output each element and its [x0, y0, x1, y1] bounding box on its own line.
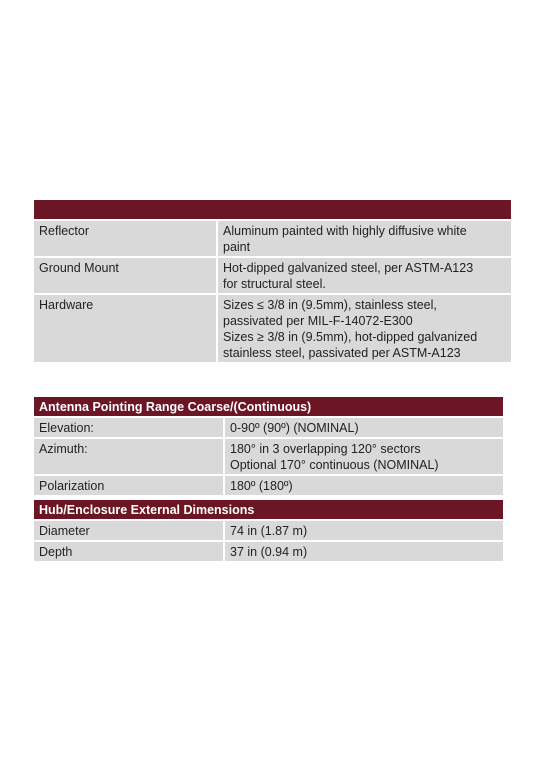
value-line: Sizes ≥ 3/8 in (9.5mm), hot-dipped galvanized — [223, 330, 478, 344]
table-row — [34, 521, 503, 542]
value-line: 180º (180º) — [230, 479, 293, 493]
row-label-reflector: Reflector — [34, 221, 218, 258]
row-label-depth: Depth — [34, 542, 225, 563]
pointing-table-header — [34, 397, 503, 418]
value-line: 0-90º (90º) (NOMINAL) — [230, 421, 359, 435]
value-line: passivated per MIL-F-14072-E300 — [223, 314, 413, 328]
row-value-azimuth — [225, 439, 503, 476]
row-value-elevation — [225, 418, 503, 439]
materials-table — [34, 200, 511, 364]
table-row — [34, 295, 511, 364]
row-value-polarization — [225, 476, 503, 497]
pointing-header-title: Antenna Pointing Range Coarse/(Continuous) — [34, 397, 503, 418]
value-line: 37 in (0.94 m) — [230, 545, 308, 559]
row-value-ground-mount — [218, 258, 511, 295]
materials-table-header — [34, 200, 511, 221]
dimensions-table-header — [34, 500, 503, 521]
value-line: 180° in 3 overlapping 120° sectors — [230, 442, 421, 456]
row-label-hardware: Hardware — [34, 295, 218, 364]
value-line: 74 in (1.87 m) — [230, 524, 308, 538]
row-label-azimuth: Azimuth: — [34, 439, 225, 476]
row-label-elevation: Elevation: — [34, 418, 225, 439]
dimensions-table — [34, 500, 503, 563]
row-label-diameter: Diameter — [34, 521, 225, 542]
row-label-ground-mount: Ground Mount — [34, 258, 218, 295]
value-line: paint — [223, 240, 251, 254]
pointing-range-table — [34, 397, 503, 497]
table-row — [34, 476, 503, 497]
value-line: for structural steel. — [223, 277, 326, 291]
table-row — [34, 418, 503, 439]
table-row — [34, 258, 511, 295]
row-value-hardware — [218, 295, 511, 364]
row-value-depth — [225, 542, 503, 563]
value-line: Optional 170° continuous (NOMINAL) — [230, 458, 439, 472]
dimensions-header-title: Hub/Enclosure External Dimensions — [34, 500, 503, 521]
row-label-polarization: Polarization — [34, 476, 225, 497]
table-row — [34, 542, 503, 563]
value-line: Aluminum painted with highly diffusive white — [223, 224, 467, 238]
table-row — [34, 221, 511, 258]
value-line: stainless steel, passivated per ASTM-A123 — [223, 346, 461, 360]
materials-header-cell — [34, 200, 511, 221]
value-line: Hot-dipped galvanized steel, per ASTM-A123 — [223, 261, 474, 275]
row-value-diameter — [225, 521, 503, 542]
value-line: Sizes ≤ 3/8 in (9.5mm), stainless steel, — [223, 298, 437, 312]
row-value-reflector — [218, 221, 511, 258]
table-row — [34, 439, 503, 476]
